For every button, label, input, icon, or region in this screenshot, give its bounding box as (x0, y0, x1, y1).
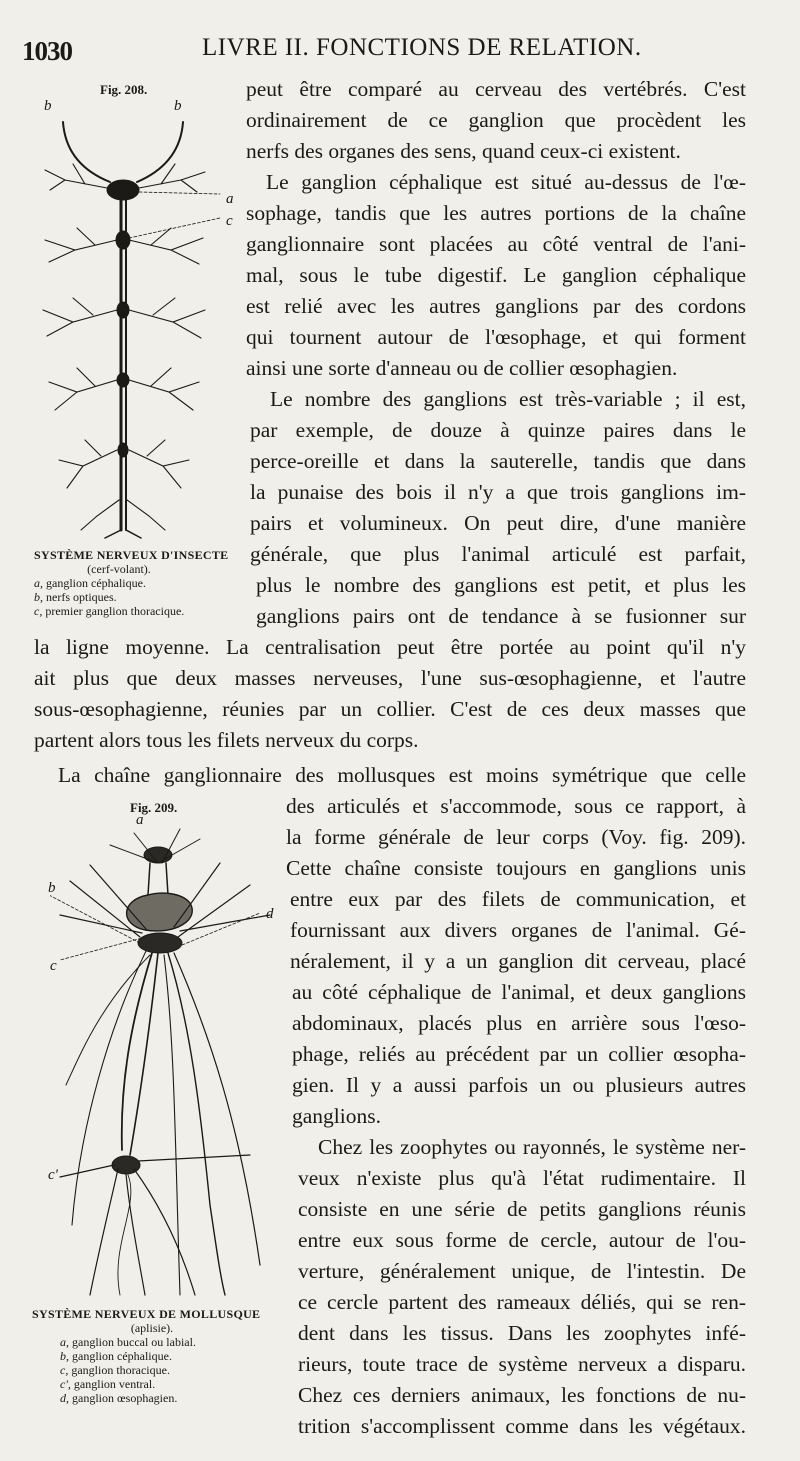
legend-key: a, (34, 576, 43, 590)
legend-key: c', (60, 1377, 71, 1391)
text-line: entre eux sous forme de cercle, autour de l'ou- (298, 1228, 746, 1252)
mollusc-nervous-system-illustration (50, 825, 290, 1300)
figure-208-legend-item (34, 576, 264, 590)
figure-208-letter-b-left: b (44, 98, 52, 114)
page-number: 1030 (22, 36, 72, 66)
legend-text: ganglion ventral. (73, 1377, 156, 1391)
figure-209-letter-c-prime: c' (48, 1167, 58, 1183)
text-line: au côté céphalique de l'animal, et deux ganglions (292, 980, 746, 1004)
legend-text: ganglion céphalique. (72, 1349, 172, 1363)
text-line: Le ganglion céphalique est situé au-dessus de l'œ- (266, 170, 746, 194)
figure-209-legend-item (32, 1349, 302, 1363)
text-line: Chez ces derniers animaux, les fonctions de nu- (298, 1383, 746, 1407)
text-line: veux n'existe plus qu'à l'état rudimentaire. Il (298, 1166, 746, 1190)
figure-208-caption-subtitle: (cerf-volant). (87, 562, 151, 576)
text-line: fournissant aux divers organes de l'animal. Gé- (290, 918, 746, 942)
text-line: ganglions pairs ont de tendance à se fusionner sur (256, 604, 746, 628)
text-line: ganglions. (292, 1104, 381, 1128)
figure-209-caption-subtitle: (aplisie). (130, 1321, 174, 1335)
running-title: LIVRE II. FONCTIONS DE RELATION. (202, 34, 642, 61)
text-line: qui tournent autour de l'œsophage, et qui forment (246, 325, 746, 349)
text-line: sous-œsophagienne, réunies par un collier. C'est de ces deux masses que (34, 697, 746, 721)
insect-nervous-system-illustration (25, 110, 245, 540)
figure-209-legend-item (32, 1377, 302, 1391)
text-line: trition s'accomplissent comme dans les végétaux. (298, 1414, 746, 1438)
figure-208-caption (34, 548, 264, 618)
figure-209-letter-a: a (136, 812, 144, 828)
text-line: des articulés et s'accommode, sous ce rapport, à (286, 794, 746, 818)
text-line: la forme générale de leur corps (Voy. fig. 209). (286, 825, 746, 849)
figure-208-caption-title: SYSTÈME NERVEUX D'INSECTE (34, 548, 229, 562)
legend-text: nerfs optiques. (46, 590, 117, 604)
text-line: ordinairement de ce ganglion que procèdent les (246, 108, 746, 132)
legend-key: d, (60, 1391, 69, 1405)
legend-text: ganglion céphalique. (46, 576, 146, 590)
figure-208-letter-b-right: b (174, 98, 182, 114)
figure-209-letter-c: c (50, 958, 57, 974)
figure-209-letter-d: d (266, 906, 274, 922)
legend-text: premier ganglion thoracique. (45, 604, 185, 618)
text-line: la ligne moyenne. La centralisation peut être portée au point qu'il n'y (34, 635, 746, 659)
figure-209-label: Fig. 209. (130, 800, 178, 815)
legend-key: a, (60, 1335, 69, 1349)
figure-209-legend-item (32, 1335, 302, 1349)
page-header (22, 30, 770, 70)
text-line: mal, sous le tube digestif. Le ganglion céphalique (246, 263, 746, 287)
figure-209-caption (32, 1307, 302, 1405)
text-line: gien. Il y a aussi parfois un ou plusieurs autres (292, 1073, 746, 1097)
text-line: Chez les zoophytes ou rayonnés, le système ner- (318, 1135, 746, 1159)
figure-208-letter-a: a (226, 191, 234, 207)
text-line: peut être comparé au cerveau des vertébrés. C'est (246, 77, 746, 101)
text-line: La chaîne ganglionnaire des mollusques est moins symétrique que celle (58, 763, 746, 787)
text-line: par exemple, de douze à quinze paires dans le (250, 418, 746, 442)
text-line: la punaise des bois il n'y a que trois ganglions im- (250, 480, 746, 504)
legend-key: c, (34, 604, 43, 618)
text-line: ainsi une sorte d'anneau ou de collier œsophagien. (246, 356, 678, 380)
text-line: pairs et volumineux. On peut dire, d'une manière (250, 511, 746, 535)
text-line: sophage, tandis que les autres portions de la chaîne (246, 201, 746, 225)
text-line: ce cercle partent des rameaux déliés, qui se ren- (298, 1290, 746, 1314)
text-line: consiste en une série de petits ganglions réunis (298, 1197, 746, 1221)
text-line: dent dans les tissus. Dans les zoophytes infé- (298, 1321, 746, 1345)
figure-208-letter-c: c (226, 213, 233, 229)
text-line: abdominaux, placés plus en arrière sous l'œso- (292, 1011, 746, 1035)
text-line: entre eux par des filets de communication, et (290, 887, 746, 911)
legend-text: ganglion thoracique. (71, 1363, 170, 1377)
text-line: ait plus que deux masses nerveuses, l'une sus-œsophagienne, et l'autre (34, 666, 746, 690)
legend-text: ganglion buccal ou labial. (72, 1335, 196, 1349)
figure-208-label: Fig. 208. (100, 82, 148, 97)
text-line: phage, reliés au précédent par un collier œsopha- (292, 1042, 746, 1066)
text-line: verture, généralement unique, de l'intestin. De (298, 1259, 746, 1283)
legend-key: b, (34, 590, 43, 604)
text-line: ganglionnaire sont placées au côté ventral de l'ani- (246, 232, 746, 256)
text-line: partent alors tous les filets nerveux du corps. (34, 728, 419, 752)
legend-text: ganglion œsophagien. (72, 1391, 178, 1405)
figure-208-legend-item (34, 604, 264, 618)
legend-key: c, (60, 1363, 69, 1377)
text-line: Cette chaîne consiste toujours en ganglions unis (286, 856, 746, 880)
text-line: est relié avec les autres ganglions par des cordons (246, 294, 746, 318)
text-line: générale, que plus l'animal articulé est parfait, (250, 542, 746, 566)
text-line: rieurs, toute trace de système nerveux a disparu. (298, 1352, 746, 1376)
legend-key: b, (60, 1349, 69, 1363)
figure-209-letter-b: b (48, 880, 56, 896)
figure-209-caption-title: SYSTÈME NERVEUX DE MOLLUSQUE (32, 1307, 261, 1321)
figure-209-legend-item (32, 1363, 302, 1377)
figure-208-legend-item (34, 590, 264, 604)
text-line: néralement, il y a un ganglion dit cerveau, placé (290, 949, 746, 973)
text-line: perce-oreille et dans la sauterelle, tandis que dans (250, 449, 746, 473)
text-line: nerfs des organes des sens, quand ceux-ci existent. (246, 139, 681, 163)
text-line: Le nombre des ganglions est très-variable ; il est, (270, 387, 746, 411)
figure-209-legend-item (32, 1391, 302, 1405)
text-line: plus le nombre des ganglions est petit, et plus les (256, 573, 746, 597)
